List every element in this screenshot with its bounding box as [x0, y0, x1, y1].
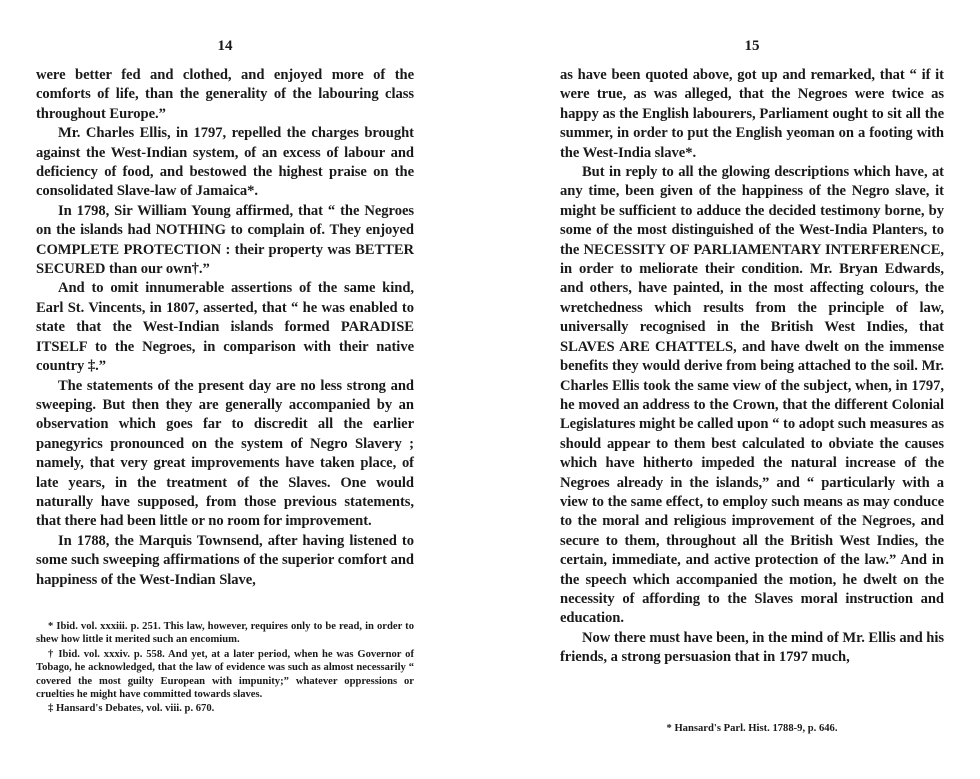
paragraph: The statements of the present day are no less strong and sweeping. But then they are generally accompanied by an observation which goes far to discredit all the earlier panegyrics pronounced on the system of Negro Slavery ; namely, that very great improvements have taken place, of late years, in the treatment of the Slaves. One would naturally have supposed, from those previous statements, that there had been little or no room for improvement.	[36, 377, 414, 530]
left-page	[36, 0, 414, 779]
footnotes	[560, 722, 944, 736]
footnote: † Ibid. vol. xxxiv. p. 558. And yet, at a later period, when he was Governor of Tobago, he acknowledged, that the law of evidence was such as almost necessarily “ covered the most guilty European with impunity;” whatever oppressions or cruelties he might have committed towards slaves.	[36, 648, 414, 701]
page-number: 15	[744, 38, 760, 54]
footnotes	[36, 620, 414, 717]
paragraph: Now there must have been, in the mind of Mr. Ellis and his friends, a strong persuasion that in 1797 much,	[560, 629, 944, 666]
footnote: * Ibid. vol. xxxiii. p. 251. This law, however, requires only to be read, in order to shew how little it merited such an encomium.	[36, 621, 414, 646]
body-text	[560, 66, 944, 668]
paragraph: Mr. Charles Ellis, in 1797, repelled the charges brought against the West-Indian system, of an excess of labour and deficiency of food, and bestowed the highest praise on the consolidated Slave-law of Jamaica*.	[36, 125, 414, 200]
footnote: ‡ Hansard's Debates, vol. viii. p. 670.	[48, 703, 215, 715]
right-page	[560, 0, 944, 779]
paragraph: were better fed and clothed, and enjoyed more of the comforts of life, than the generality of the labouring class throughout Europe.”	[36, 67, 414, 122]
paragraph: And to omit innumerable assertions of the same kind, Earl St. Vincents, in 1807, asserted, that “ he was enabled to state that the West-Indian islands formed PARADISE ITSELF to the Negroes, in comparison with their native country ‡.”	[36, 280, 414, 375]
paragraph: as have been quoted above, got up and remarked, that “ if it were true, as was alleged, that the Negroes were twice as happy as the English labourers, Parliament ought to sit all the summer, in order to put the English yeoman on a footing with the West-India slave*.	[560, 67, 944, 161]
footnote: * Hansard's Parl. Hist. 1788-9, p. 646.	[666, 723, 838, 734]
paragraph: But in reply to all the glowing descriptions which have, at any time, been given of the happiness of the Negro slave, it might be sufficient to adduce the decided testimony borne, by some of the most distinguished of the West-India Planters, to the NECESSITY OF PARLIAMENTARY INTERFERENCE, in order to meliorate their condition. Mr. Bryan Edwards, and others, have painted, in the most affecting colours, the wretchedness which results from the principle of law, universally recognised in the British West Indies, that SLAVES ARE CHATTELS, and have dwelt on the immense benefits they would derive from being attached to the soil. Mr. Charles Ellis took the same view of the subject, when, in 1797, he moved an address to the Crown, that the different Colonial Legislatures might be called upon “ to adopt such measures as should appear to them best calculated to obviate the causes which have hitherto impeded the natural increase of the Negroes already in the islands,” and “ particularly with a view to the same effect, to employ such means as may conduce to the moral and religious improvement of the Negroes, and secure to them, throughout all the British West Indies, the certain, immediate, and active protection of the law.” And in the speech which accompanied the motion, he dwelt on the necessity of affording to the Slaves moral instruction and education.	[560, 164, 944, 627]
page-number: 14	[217, 38, 233, 54]
body-text	[36, 66, 414, 590]
paragraph: In 1788, the Marquis Townsend, after having listened to some such sweeping affirmations of the superior comfort and happiness of the West-Indian Slave,	[36, 532, 414, 588]
paragraph: In 1798, Sir William Young affirmed, that “ the Negroes on the islands had NOTHING to complain of. They enjoyed COMPLETE PROTECTION : their property was BETTER SECURED than our own†.”	[36, 202, 414, 278]
